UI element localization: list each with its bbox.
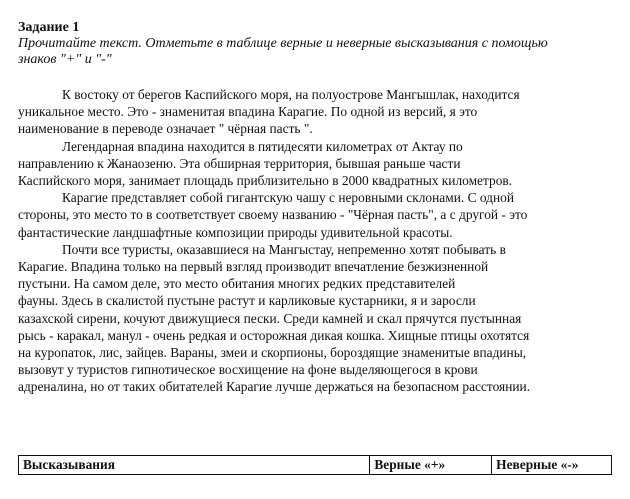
header-false: Неверные «-» <box>492 456 612 475</box>
reading-text <box>18 86 612 396</box>
text-line: Каспийского моря, занимает площадь приблизительно в 2000 квадратных километров. <box>18 173 513 189</box>
text-line: вызовут у туристов гипнотическое восхищение на фоне выделяющегося в крови <box>18 362 478 378</box>
paragraph-4 <box>18 241 612 396</box>
task-instruction <box>18 36 612 68</box>
text-line: стороны, это место то в соответствует своему названию - "Чёрная пасть", а с другой - это <box>18 207 528 223</box>
header-statements: Высказывания <box>19 456 370 475</box>
text-line: направлению к Жанаозеню. Эта обширная территория, бывшая раньше части <box>18 155 461 171</box>
text-line: казахской сирени, кочуют движущиеся пески. Среди камней и скал прячутся пустынная <box>18 310 522 326</box>
header-true: Верные «+» <box>370 456 492 475</box>
instruction-line: знаков "+" и "-" <box>18 52 112 67</box>
text-line: на куропаток, лис, зайцев. Вараны, змеи и скорпионы, бороздящие знаменитые впадины, <box>18 345 527 361</box>
table-header-row <box>19 456 612 475</box>
paragraph-3 <box>18 189 612 241</box>
text-line: наименование в переводе означает " чёрная пасть ". <box>18 121 313 137</box>
paragraph-2 <box>18 138 612 190</box>
paragraph-1 <box>18 86 612 138</box>
text-line: Почти все туристы, оказавшиеся на Мангыстау, непременно хотят побывать в <box>62 241 506 257</box>
text-line: пустыни. На самом деле, это место обитания многих редких представителей <box>18 276 456 292</box>
text-line: рысь - каракал, манул - очень редкая и осторожная дикая кошка. Хищные птицы охотятся <box>18 327 530 343</box>
text-line: К востоку от берегов Каспийского моря, на полуострове Мангышлак, находится <box>62 87 520 102</box>
text-line: Легендарная впадина находится в пятидесяти километрах от Актау по <box>62 138 463 154</box>
text-line: адреналина, но от таких обитателей Карагие лучше держаться на безопасном расстоянии. <box>18 379 531 395</box>
text-line: уникальное место. Это - знаменитая впадина Карагие. По одной из версий, я это <box>18 104 478 120</box>
text-line: Карагие представляет собой гигантскую чашу с неровными склонами. С одной <box>62 190 514 206</box>
statements-table <box>18 455 612 475</box>
text-line: фауны. Здесь в скалистой пустыне растут и карликовые кустарники, я и заросли <box>18 293 476 309</box>
task-title: Задание 1 <box>18 20 80 35</box>
text-line: Карагие. Впадина только на первый взгляд производит впечатление безжизненной <box>18 259 489 275</box>
statements-table-wrap <box>18 455 612 475</box>
instruction-line: Прочитайте текст. Отметьте в таблице верные и неверные высказывания с помощью <box>18 36 548 51</box>
text-line: фантастические ландшафтные композиции природы удивительной красоты. <box>18 224 453 240</box>
document-page <box>18 20 612 396</box>
